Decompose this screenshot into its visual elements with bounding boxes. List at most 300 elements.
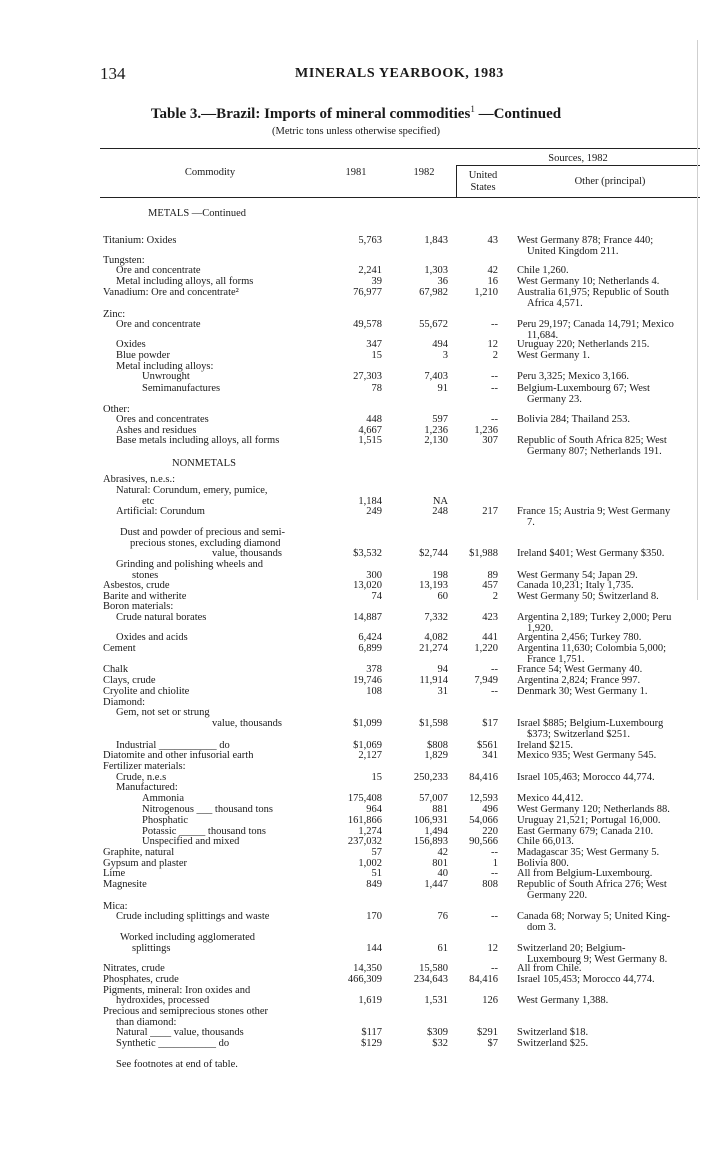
- value-1982: 1,531: [424, 995, 448, 1006]
- commodity-label: splittings: [132, 943, 171, 954]
- commodity-label: Clays, crude: [103, 675, 156, 686]
- commodity-label: Dust and powder of precious and semi-: [120, 527, 286, 538]
- other-sources-line: $373; Switzerland $251.: [527, 729, 630, 740]
- value-united-states: $17: [482, 718, 498, 729]
- other-sources-line: 11,684.: [527, 330, 559, 341]
- other-sources-line: East Germany 679; Canada 210.: [517, 826, 654, 837]
- value-1982: 2,130: [424, 435, 448, 446]
- other-sources: [517, 265, 702, 276]
- commodity-label: Chalk: [103, 664, 129, 675]
- value-1981: 15: [371, 350, 382, 361]
- commodity-label: Worked including agglomerated: [120, 932, 256, 943]
- value-united-states: --: [491, 686, 498, 697]
- value-united-states: 12,593: [469, 793, 498, 804]
- other-sources-line: Ireland $401; West Germany $350.: [517, 548, 665, 559]
- commodity-label: Diatomite and other infusorial earth: [103, 750, 254, 761]
- other-sources-line: Chile 1,260.: [517, 265, 569, 276]
- value-1982: 1,494: [424, 826, 448, 837]
- value-1981: 19,746: [353, 675, 382, 686]
- commodity-label: Graphite, natural: [103, 847, 175, 858]
- value-1981: 448: [366, 414, 382, 425]
- commodity-label: Oxides and acids: [116, 632, 188, 643]
- other-sources: [517, 963, 702, 974]
- commodity-label: Artificial: Corundum: [116, 506, 205, 517]
- value-1982: NA: [432, 496, 448, 507]
- other-sources: [517, 591, 702, 602]
- value-1982: 36: [437, 276, 448, 287]
- value-1981: 14,887: [353, 612, 382, 623]
- commodity-label: Crude including splittings and waste: [116, 911, 270, 922]
- other-sources-line: West Germany 50; Switzerland 8.: [517, 591, 659, 602]
- value-1981: 300: [366, 570, 382, 581]
- value-united-states: 1,210: [474, 287, 498, 298]
- commodity-label: Diamond:: [103, 697, 145, 708]
- value-1981: 2,127: [358, 750, 382, 761]
- commodity-label: Metal including alloys, all forms: [116, 276, 254, 287]
- value-united-states: 42: [487, 265, 498, 276]
- value-united-states: 12: [487, 339, 498, 350]
- commodity-label: Ore and concentrate: [116, 319, 201, 330]
- value-united-states: --: [491, 963, 498, 974]
- other-sources-line: All from Chile.: [517, 963, 582, 974]
- value-1981: 466,309: [347, 974, 382, 985]
- other-sources-line: dom 3.: [527, 922, 557, 933]
- value-1982: $309: [427, 1027, 448, 1038]
- other-sources: [517, 612, 702, 634]
- value-1982: 11,914: [419, 675, 448, 686]
- other-sources-line: Denmark 30; West Germany 1.: [517, 686, 648, 697]
- value-united-states: 12: [487, 943, 498, 954]
- value-united-states: --: [491, 371, 498, 382]
- value-1981: 49,578: [353, 319, 382, 330]
- commodity-label: Grinding and polishing wheels and: [116, 559, 263, 570]
- value-united-states: 441: [482, 632, 498, 643]
- table-units: (Metric tons unless otherwise specified): [272, 126, 440, 137]
- value-1982: 597: [432, 414, 448, 425]
- table-title: [0, 104, 712, 123]
- commodity-label: Natural ____ value, thousands: [116, 1027, 244, 1038]
- other-sources-line: Africa 4,571.: [527, 298, 583, 309]
- other-sources-line: Bolivia 284; Thailand 253.: [517, 414, 630, 425]
- value-united-states: 307: [482, 435, 498, 446]
- header-bottom-rule: [100, 197, 700, 198]
- other-sources-line: Madagascar 35; West Germany 5.: [517, 847, 660, 858]
- value-united-states: --: [491, 664, 498, 675]
- value-1982: 1,447: [424, 879, 448, 890]
- value-united-states: --: [491, 868, 498, 879]
- commodity-label: Potassic _____ thousand tons: [142, 826, 266, 837]
- other-sources-line: France 15; Austria 9; West Germany: [517, 506, 671, 517]
- commodity-label: Oxides: [116, 339, 146, 350]
- value-1981: 108: [366, 686, 382, 697]
- value-1981: 57: [371, 847, 382, 858]
- value-1981: 2,241: [358, 265, 382, 276]
- commodity-label: Titanium: Oxides: [103, 235, 177, 246]
- col-header-commodity: Commodity: [184, 167, 236, 178]
- value-1981: 1,274: [358, 826, 382, 837]
- value-1982: 234,643: [413, 974, 448, 985]
- other-sources: [517, 793, 702, 804]
- value-1982: 13,193: [419, 580, 448, 591]
- table-title-suffix: —Continued: [474, 106, 562, 122]
- value-1982: 40: [437, 868, 448, 879]
- commodity-label: Lime: [103, 868, 126, 879]
- value-1982: 248: [432, 506, 448, 517]
- col-header-1982: 1982: [413, 167, 435, 178]
- value-1981: 4,667: [358, 425, 382, 436]
- value-united-states: 341: [482, 750, 498, 761]
- value-1982: $1,598: [419, 718, 448, 729]
- other-sources-line: Canada 10,231; Italy 1,735.: [517, 580, 634, 591]
- other-sources: [517, 643, 702, 665]
- other-sources: [517, 664, 702, 675]
- other-sources: [517, 287, 702, 309]
- value-1981: 378: [366, 664, 382, 675]
- value-1982: 31: [437, 686, 448, 697]
- sources-rule: [456, 165, 700, 166]
- commodity-label: Tungsten:: [103, 255, 145, 266]
- commodity-label: stones: [132, 570, 159, 581]
- value-united-states: 1: [492, 858, 498, 869]
- value-1981: 964: [366, 804, 382, 815]
- other-sources: [517, 868, 702, 879]
- other-sources-line: West Germany 1,388.: [517, 995, 609, 1006]
- commodity-label: Metal including alloys:: [116, 361, 214, 372]
- commodity-label: etc: [142, 496, 155, 507]
- value-united-states: $291: [477, 1027, 498, 1038]
- value-1982: $2,744: [419, 548, 448, 559]
- page-number: 134: [100, 64, 126, 83]
- commodity-label: Fertilizer materials:: [103, 761, 186, 772]
- other-sources-line: Mexico 44,412.: [517, 793, 584, 804]
- other-sources-line: Republic of South Africa 276; West: [517, 879, 667, 890]
- other-sources-line: Argentina 2,824; France 997.: [517, 675, 641, 686]
- commodity-label: Vanadium: Ore and concentrate²: [103, 287, 239, 298]
- other-sources: [517, 995, 702, 1006]
- value-1982: 1,843: [424, 235, 448, 246]
- value-1982: 67,982: [419, 287, 448, 298]
- value-1981: 76,977: [353, 287, 382, 298]
- other-sources: [517, 879, 702, 901]
- value-united-states: 7,949: [474, 675, 498, 686]
- other-sources-line: Peru 29,197; Canada 14,791; Mexico: [517, 319, 674, 330]
- other-sources: [517, 750, 702, 761]
- value-united-states: --: [491, 847, 498, 858]
- value-1981: 51: [371, 868, 382, 879]
- value-united-states: 54,066: [469, 815, 498, 826]
- other-sources-line: West Germany 120; Netherlands 88.: [517, 804, 670, 815]
- value-1981: 1,002: [358, 858, 382, 869]
- commodity-label: Cryolite and chiolite: [103, 686, 190, 697]
- commodity-label: Boron materials:: [103, 601, 174, 612]
- commodity-label: Manufactured:: [116, 782, 178, 793]
- commodity-label: hydroxides, processed: [116, 995, 210, 1006]
- value-1982: 61: [437, 943, 448, 954]
- other-sources: [517, 675, 702, 686]
- value-1981: 5,763: [358, 235, 382, 246]
- value-united-states: 457: [482, 580, 498, 591]
- value-1982: 76: [437, 911, 448, 922]
- value-united-states: $7: [487, 1038, 498, 1049]
- value-1982: $32: [432, 1038, 448, 1049]
- value-1982: 1,829: [424, 750, 448, 761]
- value-1982: 801: [432, 858, 448, 869]
- other-sources-line: Bolivia 800.: [517, 858, 569, 869]
- other-sources: [517, 371, 702, 382]
- other-sources: [517, 943, 702, 965]
- value-united-states: 90,566: [469, 836, 498, 847]
- value-1982: 4,082: [424, 632, 448, 643]
- value-united-states: 89: [487, 570, 498, 581]
- commodity-label: Industrial ___________ do: [116, 740, 230, 751]
- commodity-label: Pigments, mineral: Iron oxides and: [103, 985, 251, 996]
- other-sources-line: Australia 61,975; Republic of South: [517, 287, 669, 298]
- other-sources-line: West Germany 1.: [517, 350, 590, 361]
- other-sources-line: Germany 807; Netherlands 191.: [527, 446, 662, 457]
- other-sources-line: Belgium-Luxembourg 67; West: [517, 383, 650, 394]
- other-sources-line: Argentina 2,456; Turkey 780.: [517, 632, 642, 643]
- other-sources-line: Argentina 11,630; Colombia 5,000;: [517, 643, 667, 654]
- commodity-label: Precious and semiprecious stones other: [103, 1006, 269, 1017]
- value-1981: 175,408: [347, 793, 382, 804]
- value-1981: 14,350: [353, 963, 382, 974]
- other-sources: [517, 718, 702, 740]
- commodity-label: value, thousands: [212, 718, 282, 729]
- value-1981: 6,899: [358, 643, 382, 654]
- other-sources-line: Luxembourg 9; West Germany 8.: [527, 954, 668, 965]
- value-1982: 7,403: [424, 371, 448, 382]
- commodity-label: Phosphatic: [142, 815, 189, 826]
- value-united-states: 2: [492, 350, 498, 361]
- other-sources-line: West Germany 878; France 440;: [517, 235, 654, 246]
- value-1982: 15,580: [419, 963, 448, 974]
- value-united-states: 220: [482, 826, 498, 837]
- value-1982: 42: [437, 847, 448, 858]
- commodity-label: Natural: Corundum, emery, pumice,: [116, 485, 268, 496]
- value-united-states: $1,988: [469, 548, 498, 559]
- other-sources: [517, 506, 702, 528]
- other-sources-line: West Germany 54; Japan 29.: [517, 570, 638, 581]
- other-sources-line: Israel 105,463; Morocco 44,774.: [517, 772, 655, 783]
- value-1982: 55,672: [419, 319, 448, 330]
- value-1982: 57,007: [419, 793, 448, 804]
- other-sources: [517, 548, 702, 559]
- commodity-label: Ore and concentrate: [116, 265, 201, 276]
- other-sources-line: Ireland $215.: [517, 740, 573, 751]
- table-title-text: Table 3.—Brazil: Imports of mineral commodities: [150, 106, 471, 122]
- commodity-label: Abrasives, n.e.s.:: [103, 474, 176, 485]
- value-united-states: 2: [492, 591, 498, 602]
- value-1982: 1,303: [424, 265, 448, 276]
- value-1982: 250,233: [413, 772, 448, 783]
- commodity-label: precious stones, excluding diamond: [130, 538, 281, 549]
- commodity-label: Unspecified and mixed: [142, 836, 240, 847]
- commodity-label: Gypsum and plaster: [103, 858, 187, 869]
- other-sources: [517, 632, 702, 643]
- other-sources-line: All from Belgium-Luxembourg.: [517, 868, 653, 879]
- value-1981: 78: [371, 383, 382, 394]
- commodity-label: value, thousands: [212, 548, 282, 559]
- value-1981: 144: [366, 943, 382, 954]
- other-sources-line: France 54; West Germany 40.: [517, 664, 643, 675]
- other-sources: [517, 235, 702, 257]
- col-header-1981: 1981: [345, 167, 367, 178]
- commodity-label: Crude, n.e.s: [116, 772, 167, 783]
- other-sources-line: Switzerland 20; Belgium-: [517, 943, 626, 954]
- other-sources: [517, 276, 702, 287]
- value-1982: 198: [432, 570, 448, 581]
- col-header-other: Other (principal): [574, 176, 646, 187]
- value-1981: 13,020: [353, 580, 382, 591]
- other-sources: [517, 815, 702, 826]
- value-united-states: --: [491, 319, 498, 330]
- value-united-states: 84,416: [469, 772, 498, 783]
- value-united-states: 217: [482, 506, 498, 517]
- other-sources-line: France 1,751.: [527, 654, 585, 665]
- other-sources-line: Argentina 2,189; Turkey 2,000; Peru: [517, 612, 672, 623]
- other-sources: [517, 339, 702, 350]
- value-united-states: 423: [482, 612, 498, 623]
- value-1981: $129: [361, 1038, 382, 1049]
- commodity-label: than diamond:: [116, 1017, 177, 1028]
- commodity-label: Base metals including alloys, all forms: [116, 435, 280, 446]
- value-1981: 849: [366, 879, 382, 890]
- value-1981: 15: [371, 772, 382, 783]
- value-1982: 1,236: [424, 425, 448, 436]
- other-sources-line: Peru 3,325; Mexico 3,166.: [517, 371, 629, 382]
- commodity-label: Other:: [103, 404, 130, 415]
- value-united-states: 808: [482, 879, 498, 890]
- col-header-sources: Sources, 1982: [548, 153, 608, 164]
- commodity-label: Ores and concentrates: [116, 414, 209, 425]
- other-sources-line: Israel 105,453; Morocco 44,774.: [517, 974, 655, 985]
- other-sources-line: 1,920.: [527, 623, 554, 634]
- commodity-label: Phosphates, crude: [103, 974, 179, 985]
- value-1981: $3,532: [353, 548, 382, 559]
- value-1982: 156,893: [413, 836, 448, 847]
- other-sources-line: Germany 23.: [527, 394, 582, 405]
- other-sources-line: Switzerland $18.: [517, 1027, 589, 1038]
- value-united-states: 16: [487, 276, 498, 287]
- commodity-label: Nitrates, crude: [103, 963, 165, 974]
- value-1982: 494: [432, 339, 448, 350]
- other-sources: [517, 435, 702, 457]
- value-united-states: 84,416: [469, 974, 498, 985]
- value-1982: 94: [437, 664, 448, 675]
- value-1982: 60: [437, 591, 448, 602]
- other-sources-line: Mexico 935; West Germany 545.: [517, 750, 657, 761]
- value-united-states: --: [491, 414, 498, 425]
- other-sources-line: Canada 68; Norway 5; United King-: [517, 911, 671, 922]
- header-top-rule: [100, 148, 700, 149]
- value-1981: 347: [366, 339, 382, 350]
- other-sources: [517, 414, 702, 425]
- value-united-states: 1,220: [474, 643, 498, 654]
- other-sources-line: Israel $885; Belgium-Luxembourg: [517, 718, 664, 729]
- value-united-states: 1,236: [474, 425, 498, 436]
- value-1981: 1,515: [358, 435, 382, 446]
- other-sources: [517, 350, 702, 361]
- commodity-label: Gem, not set or strung: [116, 707, 210, 718]
- commodity-label: Synthetic ___________ do: [116, 1038, 230, 1049]
- value-united-states: 496: [482, 804, 498, 815]
- value-1981: 1,184: [358, 496, 382, 507]
- section-nonmetals: NONMETALS: [172, 458, 236, 469]
- other-sources: [517, 383, 702, 405]
- scan-edge-line: [697, 40, 698, 600]
- value-united-states: 43: [487, 235, 498, 246]
- commodity-label: Barite and witherite: [103, 591, 187, 602]
- commodity-label: Mica:: [103, 901, 128, 912]
- value-1982: 106,931: [413, 815, 448, 826]
- value-1982: $808: [427, 740, 448, 751]
- other-sources-line: United Kingdom 211.: [527, 246, 619, 257]
- value-1981: 170: [366, 911, 382, 922]
- other-sources-line: Chile 66,013.: [517, 836, 574, 847]
- value-1981: 1,619: [358, 995, 382, 1006]
- commodity-label: Cement: [103, 643, 136, 654]
- other-sources-line: West Germany 10; Netherlands 4.: [517, 276, 660, 287]
- other-sources: [517, 804, 702, 815]
- value-1982: 881: [432, 804, 448, 815]
- value-united-states: $561: [477, 740, 498, 751]
- value-1981: $1,069: [353, 740, 382, 751]
- value-united-states: --: [491, 911, 498, 922]
- other-sources-line: Uruguay 220; Netherlands 215.: [517, 339, 650, 350]
- table-footnote: See footnotes at end of table.: [116, 1059, 238, 1070]
- value-1981: 161,866: [347, 815, 382, 826]
- other-sources: [517, 836, 702, 847]
- other-sources: [517, 847, 702, 858]
- commodity-label: Unwrought: [142, 371, 190, 382]
- commodity-label: Crude natural borates: [116, 612, 207, 623]
- other-sources: [517, 319, 702, 341]
- us-column-divider: [456, 165, 457, 197]
- value-united-states: --: [491, 383, 498, 394]
- value-1981: 6,424: [358, 632, 382, 643]
- other-sources-line: Switzerland $25.: [517, 1038, 589, 1049]
- value-1981: 27,303: [353, 371, 382, 382]
- col-header-united-states: United States: [468, 170, 498, 193]
- value-1981: 74: [371, 591, 382, 602]
- value-1981: 39: [371, 276, 382, 287]
- other-sources-line: Germany 220.: [527, 890, 588, 901]
- commodity-label: Ashes and residues: [116, 425, 197, 436]
- section-metals: METALS —Continued: [148, 208, 247, 219]
- table-title-footnote-mark: 1: [470, 104, 475, 114]
- value-1981: 237,032: [347, 836, 382, 847]
- other-sources: [517, 1027, 702, 1038]
- other-sources: [517, 686, 702, 697]
- value-1981: $117: [361, 1027, 382, 1038]
- value-1981: $1,099: [353, 718, 382, 729]
- other-sources: [517, 772, 702, 783]
- value-1982: 3: [442, 350, 448, 361]
- commodity-label: Semimanufactures: [142, 383, 221, 394]
- other-sources-line: Uruguay 21,521; Portugal 16,000.: [517, 815, 661, 826]
- other-sources-line: Republic of South Africa 825; West: [517, 435, 667, 446]
- other-sources: [517, 580, 702, 591]
- value-1982: 91: [437, 383, 448, 394]
- value-1982: 21,274: [419, 643, 448, 654]
- commodity-label: Nitrogenous ___ thousand tons: [142, 804, 273, 815]
- other-sources: [517, 911, 702, 933]
- other-sources-line: 7.: [527, 517, 535, 528]
- value-1981: 249: [366, 506, 382, 517]
- other-sources: [517, 1038, 702, 1049]
- value-1982: 7,332: [424, 612, 448, 623]
- commodity-label: Zinc:: [103, 309, 126, 320]
